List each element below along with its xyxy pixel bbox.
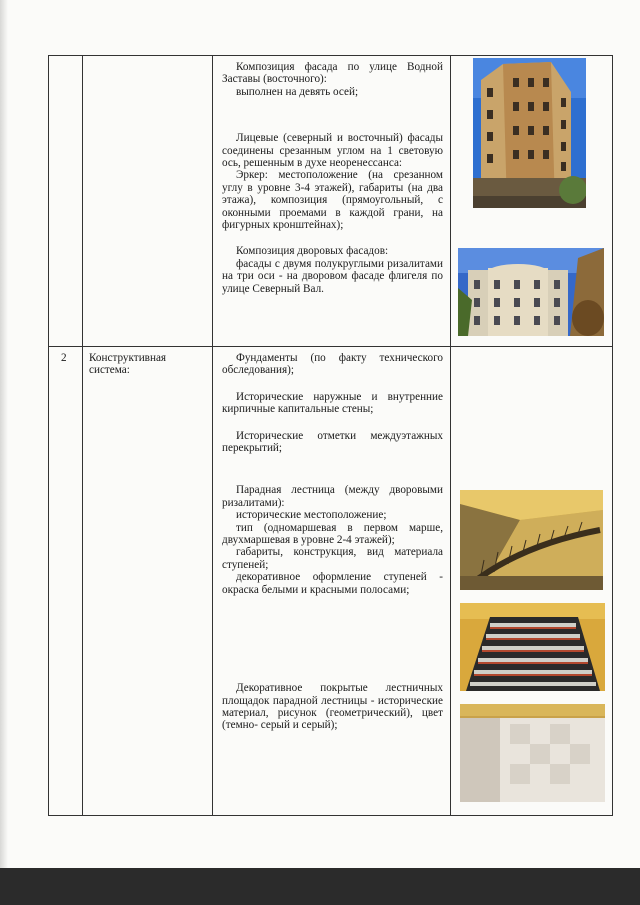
row1-paragraph: Композиция дворовых фасадов: xyxy=(236,245,389,258)
row1-paragraph: Эркер: местоположение (на срезанном углу в уровне 3-4 этажей), габариты (на два этажа), композиция (прямоугольный, с оконными проемами в каждой грани, на фигурных кронштейнах); xyxy=(222,169,443,232)
row2-paragraph: Декоративное покрытые лестничных площадок парадной лестницы - исторические материал, рисунок (геометрический), цвет (темно- серый и серый); xyxy=(222,682,443,732)
scan-shadow xyxy=(0,0,8,868)
row1-description xyxy=(222,61,443,295)
table-divider-col3 xyxy=(450,55,451,816)
table-row-divider xyxy=(48,346,613,347)
painted-steps-photo xyxy=(460,603,605,691)
row1-paragraph: выполнен на девять осей; xyxy=(236,85,359,98)
table-border-left xyxy=(48,55,49,816)
row2-paragraph: Исторические наружные и внутренние кирпичные капитальные стены; xyxy=(222,390,443,416)
scan-edge xyxy=(0,868,640,905)
row2-paragraph: Исторические отметки междуэтажных перекрытий; xyxy=(222,429,443,455)
landing-floor-photo xyxy=(460,704,605,802)
row1-paragraph: Композиция фасада по улице Водной Заставы (восточного): xyxy=(222,61,443,86)
row2-paragraph: исторические местоположение; xyxy=(236,509,387,522)
row2-paragraph: Парадная лестница (между дворовыми ризалитами): xyxy=(222,484,443,509)
row2-paragraph: тип (одномаршевая в первом марше, двухмаршевая в уровне 2-4 этажей); xyxy=(222,521,443,547)
row1-paragraph: фасады с двумя полукруглыми ризалитами на три оси - на дворовом фасаде флигеля по улице Северный Вал. xyxy=(222,257,443,295)
row2-paragraph: Фундаменты (по факту технического обследования); xyxy=(222,352,443,377)
table-divider-col2 xyxy=(212,55,213,816)
courtyard-facade-photo xyxy=(458,248,604,336)
row2-number: 2 xyxy=(61,352,67,364)
staircase-photo xyxy=(460,490,603,590)
row2-paragraph: габариты, конструкция, вид материала ступеней; xyxy=(222,546,443,571)
table-border-top xyxy=(48,55,613,56)
row1-paragraph: Лицевые (северный и восточный) фасады соединены срезанным углом на 1 световую ось, решенным в духе неоренессанса: xyxy=(222,132,443,170)
table-border-right xyxy=(612,55,613,816)
row2-description xyxy=(222,352,443,732)
row2-label: Конструктивная система: xyxy=(89,352,167,377)
row2-paragraph: декоративное оформление ступеней - окраска белыми и красными полосами; xyxy=(222,571,443,596)
table-border-bottom xyxy=(48,815,613,816)
table-divider-col1 xyxy=(82,55,83,816)
facade-corner-photo xyxy=(473,58,586,208)
